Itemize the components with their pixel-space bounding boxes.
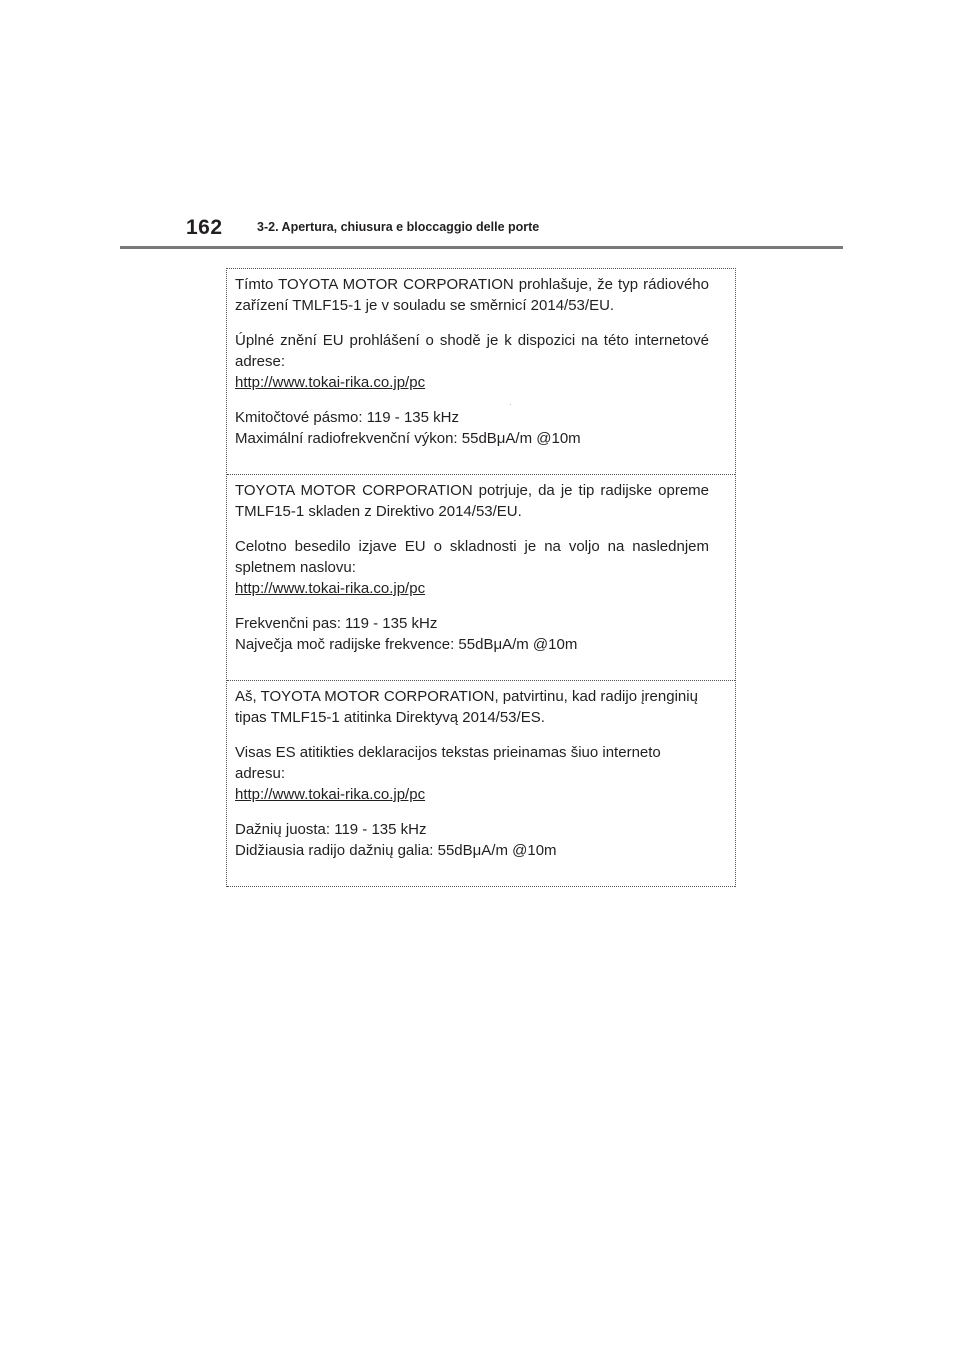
max-power: Didžiausia radijo dažnių galia: 55dBμA/m @10m — [235, 842, 557, 859]
declaration-text: Aš, TOYOTA MOTOR CORPORATION, patvirtinu, kad radijo įrenginių tipas TMLF15-1 atitinka Direktyvą 2014/53/ES. — [235, 688, 698, 726]
section-title: 3-2. Apertura, chiusura e bloccaggio delle porte — [257, 220, 540, 234]
declaration-block-slovenian — [227, 475, 735, 681]
declaration-block-lithuanian — [227, 681, 735, 887]
declaration-text: Tímto TOYOTA MOTOR CORPORATION prohlašuje, že typ rádiového zařízení TMLF15-1 je v souladu se směrnicí 2014/53/EU. — [235, 276, 709, 314]
declaration-url-link[interactable]: http://www.tokai-rika.co.jp/pc — [235, 374, 426, 391]
frequency-band: Kmitočtové pásmo: 119 - 135 kHz — [235, 409, 459, 426]
page-number: 162 — [186, 216, 223, 239]
declaration-url-link[interactable]: http://www.tokai-rika.co.jp/pc — [235, 786, 426, 803]
declaration-box — [226, 268, 736, 887]
max-power: Največja moč radijske frekvence: 55dBμA/m @10m — [235, 636, 578, 653]
availability-text: Visas ES atitikties deklaracijos tekstas prieinamas šiuo interneto adresu: — [235, 744, 661, 782]
page-header — [120, 212, 843, 249]
declaration-block-czech — [227, 269, 735, 475]
frequency-band: Frekvenčni pas: 119 - 135 kHz — [235, 615, 438, 632]
declaration-url-link[interactable]: http://www.tokai-rika.co.jp/pc — [235, 580, 426, 597]
declaration-text: TOYOTA MOTOR CORPORATION potrjuje, da je tip radijske opreme TMLF15-1 skladen z Direktivo 2014/53/EU. — [235, 482, 709, 520]
stray-dot: · — [509, 400, 512, 409]
frequency-band: Dažnių juosta: 119 - 135 kHz — [235, 821, 427, 838]
availability-text: Celotno besedilo izjave EU o skladnosti je na voljo na naslednjem spletnem naslovu: — [235, 538, 709, 576]
availability-text: Úplné znění EU prohlášení o shodě je k dispozici na této internetové adrese: — [235, 332, 709, 370]
max-power: Maximální radiofrekvenční výkon: 55dBμA/m @10m — [235, 430, 581, 447]
